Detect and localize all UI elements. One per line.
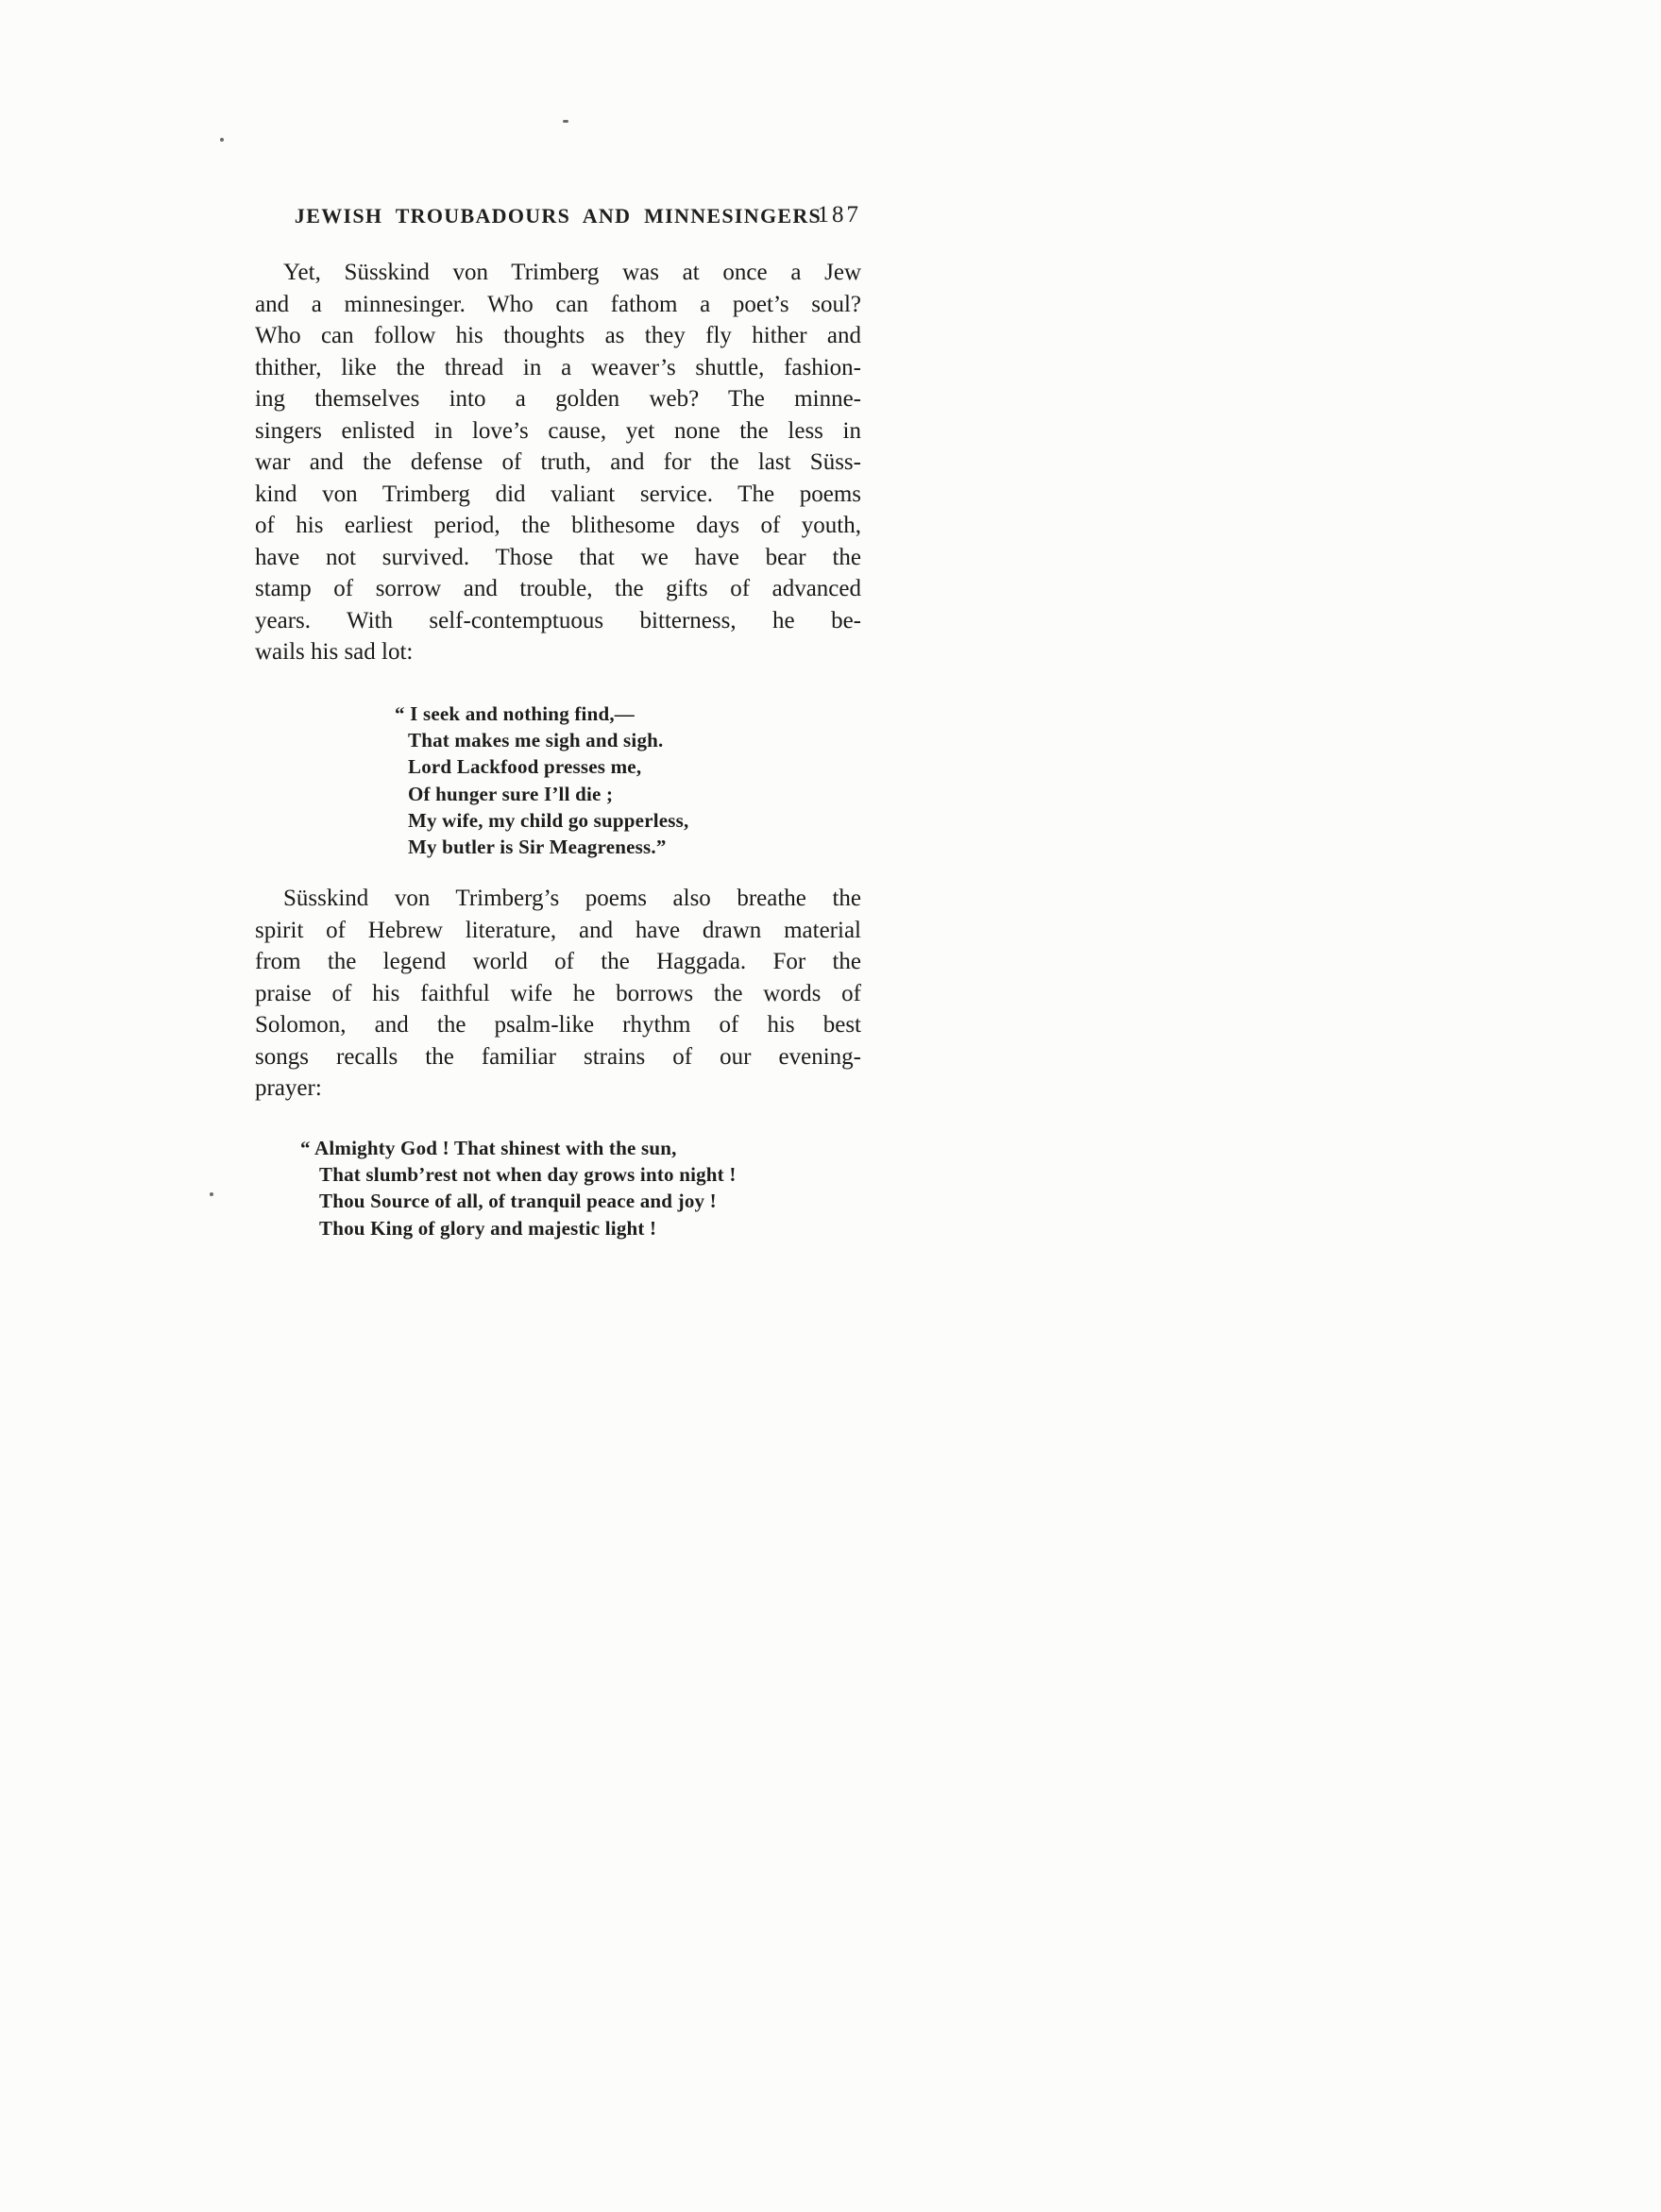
verse-line: Lord Lackfood presses me, [408,755,642,779]
verse-line: That makes me sigh and sigh. [408,729,664,752]
paragraph [255,257,861,668]
page-number: 187 [817,202,861,228]
paragraph-line: kind von Trimberg did valiant service. The poems [255,481,861,507]
verse-line: My butler is Sir Meagreness.” [408,836,667,859]
paragraph-line: songs recalls the familiar strains of our evening- [255,1043,861,1070]
verse-block [300,1135,737,1241]
verse-line: That slumb’rest not when day grows into night ! [319,1163,737,1187]
verse-line: “ Almighty God ! That shinest with the sun, [300,1137,677,1159]
paragraph-line: spirit of Hebrew literature, and have drawn material [255,917,861,943]
paragraph-line: ing themselves into a golden web? The minne- [255,386,861,412]
paragraph-line: from the legend world of the Haggada. For the [255,949,861,974]
scan-speck [220,138,224,142]
paragraph-line: Solomon, and the psalm-like rhythm of his best [255,1012,861,1038]
paragraph-line: stamp of sorrow and trouble, the gifts of advanced [255,576,861,601]
paragraph-line: Yet, Süsskind von Trimberg was at once a Jew [283,260,861,285]
paragraph [255,883,861,1105]
running-header [255,204,861,232]
paragraph-line: years. With self-contemptuous bitterness, he be- [255,607,861,633]
scan-speck [563,120,568,123]
paragraph-line: Süsskind von Trimberg’s poems also breathe the [283,886,861,911]
verse-line: Thou King of glory and majestic light ! [319,1216,657,1240]
verse-line: Thou Source of all, of tranquil peace and joy ! [319,1190,717,1213]
paragraph-line: praise of his faithful wife he borrows the words of [255,980,861,1006]
verse-line: “ I seek and nothing find,— [395,702,635,725]
verse-block [395,701,688,860]
paragraph-line: have not survived. Those that we have bear the [255,544,861,570]
paragraph-line: Who can follow his thoughts as they fly hither and [255,323,861,348]
paragraph-line: prayer: [255,1075,322,1101]
verse-line: Of hunger sure I’ll die ; [408,782,614,805]
paragraph-line: thither, like the thread in a weaver’s shuttle, fashion- [255,354,861,380]
paragraph-line: of his earliest period, the blithesome days of youth, [255,513,861,538]
paragraph-line: singers enlisted in love’s cause, yet none the less in [255,417,861,444]
scan-speck [210,1192,213,1196]
header-title: JEWISH TROUBADOURS AND MINNESINGERS [294,204,822,228]
verse-line: My wife, my child go supperless, [408,808,689,832]
paragraph-line: and a minnesinger. Who can fathom a poet’s soul? [255,291,861,317]
paragraph-line: war and the defense of truth, and for the last Süss- [255,449,861,475]
paragraph-line: wails his sad lot: [255,639,414,665]
